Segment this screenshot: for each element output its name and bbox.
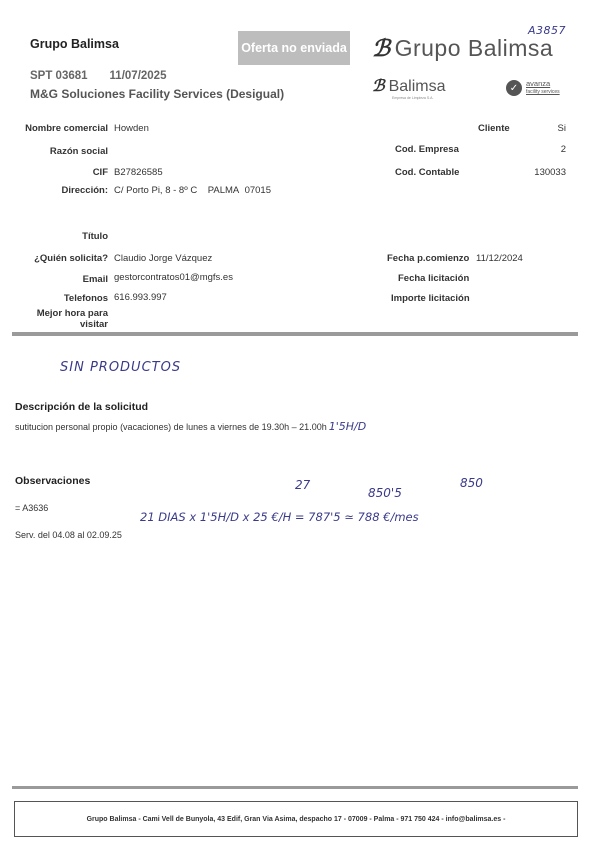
divider-top: [12, 332, 578, 336]
label-cod-contable: Cod. Contable: [395, 167, 460, 178]
footer: Grupo Balimsa - Cami Vell de Bunyola, 43 Edif, Gran Via Asima, despacho 17 - 07009 - Palma - 971 750 424 - info@balimsa.es -: [14, 801, 578, 837]
logo-grupo-balimsa: ℬ Grupo Balimsa: [372, 35, 554, 61]
logo-mark-small-icon: ℬ: [372, 78, 385, 95]
label-cif: CIF: [92, 167, 108, 178]
descripcion-text: sutitucion personal propio (vacaciones) de lunes a viernes de 19.30h – 21.00h 1'5H/D: [15, 420, 367, 433]
label-telefonos: Telefonos: [63, 293, 108, 304]
value-nombre-comercial: Howden: [114, 123, 149, 134]
handwritten-correction-rate: 27: [295, 478, 311, 492]
section-title-descripcion: Descripción de la solicitud: [15, 401, 149, 413]
value-cod-empresa: 2: [560, 144, 566, 155]
ref-number: SPT 03681: [30, 70, 88, 82]
logo-mark-icon: ℬ: [372, 35, 391, 61]
handwritten-calculation: 21 DIAS x 1'5H/D x 25 €/H = 787'5 ≃ 788 €/mes: [140, 510, 419, 524]
label-cliente: Cliente: [478, 123, 510, 134]
label-quien-solicita: ¿Quién solicita?: [34, 253, 108, 264]
label-email: Email: [82, 274, 108, 285]
handwritten-code: A3857: [528, 24, 567, 37]
handwritten-correction-total: 850'5: [368, 486, 402, 500]
label-titulo: Título: [82, 231, 108, 242]
label-cod-empresa: Cod. Empresa: [395, 144, 459, 155]
label-fecha-licitacion: Fecha licitación: [398, 273, 470, 284]
section-title-observaciones: Observaciones: [15, 475, 91, 487]
label-nombre-comercial: Nombre comercial: [25, 123, 108, 134]
checkmark-icon: ✓: [506, 80, 522, 96]
reference-line: [30, 70, 166, 82]
label-importe-licitacion: Importe licitación: [391, 293, 470, 304]
logo-avanza: avanza facility services: [526, 79, 560, 95]
logo-balimsa: ℬ Balimsa: [372, 78, 446, 95]
status-badge: Oferta no enviada: [238, 31, 350, 65]
divider-bottom: [12, 786, 578, 789]
value-quien-solicita: Claudio Jorge Vázquez: [114, 253, 213, 264]
company-name: Grupo Balimsa: [30, 37, 119, 51]
observaciones-ref: = A3636: [15, 503, 49, 513]
label-mejor-hora: Mejor hora para visitar: [36, 308, 108, 330]
logo-tagline: Empresa de Limpieza S.A.: [392, 96, 434, 100]
handwritten-products: SIN PRODUCTOS: [60, 360, 182, 375]
value-fecha-comienzo: 11/12/2024: [476, 253, 523, 264]
label-direccion: Dirección:: [61, 185, 108, 196]
value-cliente: Si: [557, 123, 566, 134]
handwritten-hours: 1'5H/D: [328, 420, 367, 433]
label-razon-social: Razón social: [49, 146, 108, 157]
handwritten-correction-final: 850: [460, 476, 483, 490]
value-email: gestorcontratos01@mgfs.es: [114, 272, 233, 283]
value-direccion: C/ Porto Pi, 8 - 8º C PALMA 07015: [114, 185, 271, 196]
observaciones-serv: Serv. del 04.08 al 02.09.25: [15, 530, 122, 540]
value-cif: B27826585: [114, 167, 163, 178]
ref-date: 11/07/2025: [109, 70, 167, 82]
client-name: M&G Soluciones Facility Services (Desigual): [30, 87, 285, 101]
value-telefonos: 616.993.997: [114, 292, 167, 303]
label-fecha-comienzo: Fecha p.comienzo: [387, 253, 470, 264]
value-cod-contable: 130033: [534, 167, 566, 178]
